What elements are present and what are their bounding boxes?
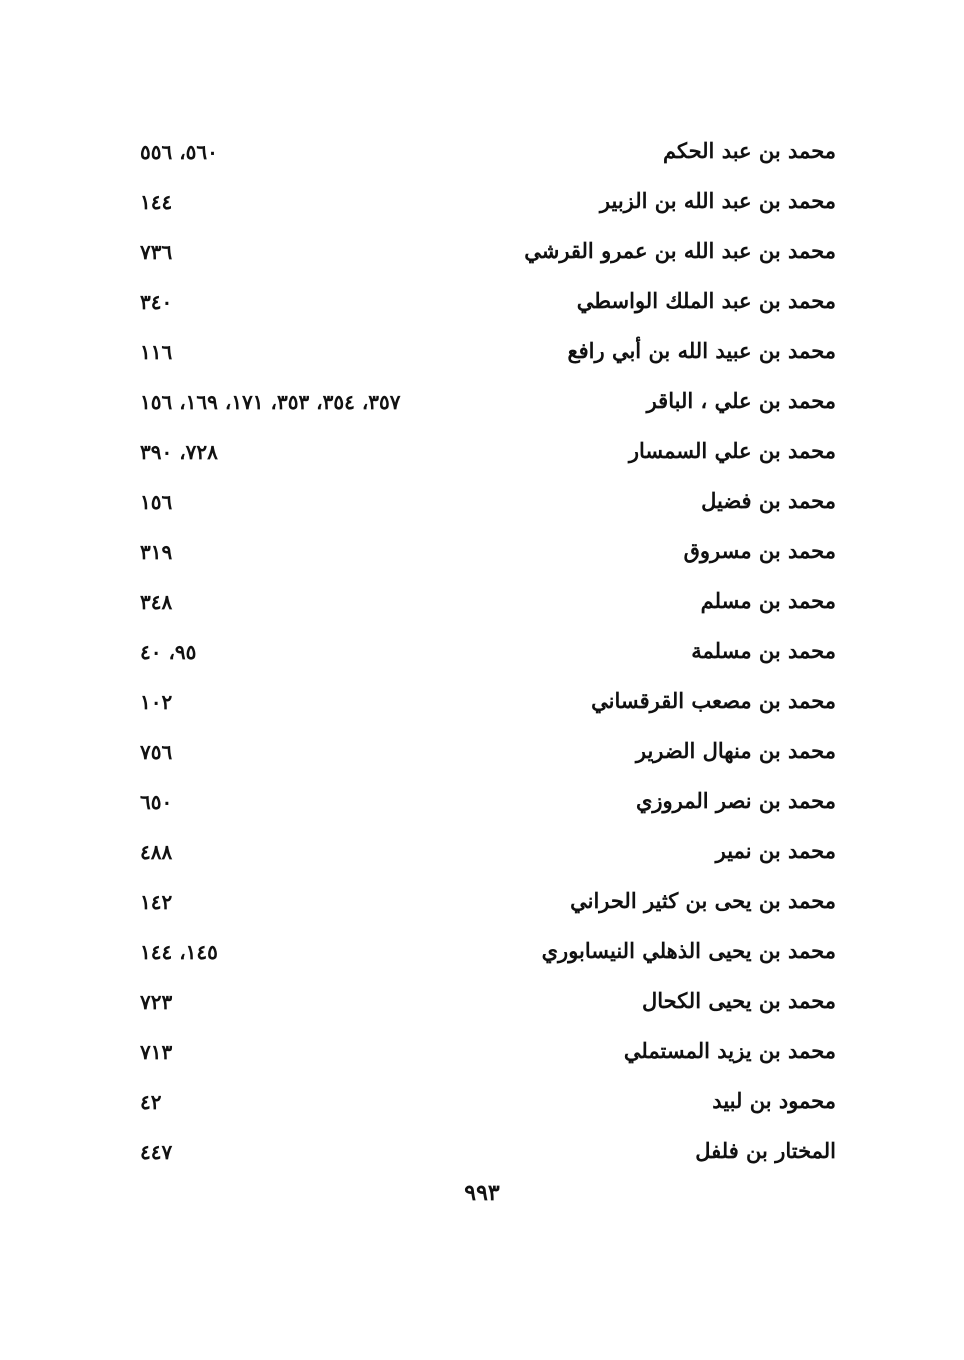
entry-name: محمد بن عبد الحكم xyxy=(663,138,836,163)
index-entry xyxy=(140,1080,836,1130)
index-entry xyxy=(140,1130,836,1180)
entry-page-refs: ٧١٣ xyxy=(140,1040,173,1064)
entry-page-refs: ٣٥٧، ٣٥٤، ٣٥٣، ١٧١، ١٦٩، ١٥٦ xyxy=(140,390,401,414)
entry-name: محمد بن فضيل xyxy=(701,488,836,513)
entry-page-refs: ٤٨٨ xyxy=(140,840,173,864)
index-entry xyxy=(140,930,836,980)
entry-name: محمد بن عبد الملك الواسطي xyxy=(576,288,836,313)
entry-name: محمد بن علي السمسار xyxy=(628,438,836,463)
entry-name: محمد بن مصعب القرقساني xyxy=(591,688,836,713)
index-entry xyxy=(140,380,836,430)
entry-page-refs: ٤٢ xyxy=(140,1090,162,1114)
entry-name: محمد بن مسلمة xyxy=(691,638,836,663)
entry-name: محمد بن يحى بن كثير الحراني xyxy=(570,888,836,913)
index-entry xyxy=(140,880,836,930)
index-entry xyxy=(140,730,836,780)
entry-name: محمد بن عبد الله بن عمرو القرشي xyxy=(524,238,836,263)
index-entry xyxy=(140,580,836,630)
index-entry xyxy=(140,280,836,330)
index-entry xyxy=(140,130,836,180)
index-entry xyxy=(140,480,836,530)
index-entry xyxy=(140,330,836,380)
entry-page-refs: ٣١٩ xyxy=(140,540,173,564)
entry-name: محمد بن منهال الضرير xyxy=(635,738,836,763)
entry-name: محمد بن عبيد الله بن أبي رافع xyxy=(567,338,836,363)
entry-page-refs: ٩٥، ٤٠ xyxy=(140,640,197,664)
entry-page-refs: ٦٥٠ xyxy=(140,790,173,814)
index-entry xyxy=(140,680,836,730)
entry-name: محمد بن علي ، الباقر xyxy=(646,388,836,413)
entry-page-refs: ١٤٢ xyxy=(140,890,173,914)
name-index-list xyxy=(140,130,836,1180)
entry-page-refs: ٣٤٨ xyxy=(140,590,173,614)
entry-name: محمد بن يحيى الذهلي النيسابوري xyxy=(541,938,836,963)
index-entry xyxy=(140,830,836,880)
entry-page-refs: ١٤٥، ١٤٤ xyxy=(140,940,218,964)
index-entry xyxy=(140,780,836,830)
entry-name: محمد بن عبد الله بن الزبير xyxy=(599,188,836,213)
entry-page-refs: ٧٥٦ xyxy=(140,740,173,764)
entry-page-refs: ١١٦ xyxy=(140,340,173,364)
index-entry xyxy=(140,1030,836,1080)
entry-page-refs: ١٤٤ xyxy=(140,190,173,214)
entry-page-refs: ٥٦٠، ٥٥٦ xyxy=(140,140,218,164)
entry-page-refs: ٣٤٠ xyxy=(140,290,173,314)
index-entry xyxy=(140,180,836,230)
entry-name: محمد بن مسلم xyxy=(700,588,836,613)
entry-page-refs: ٤٤٧ xyxy=(140,1140,173,1164)
entry-name: محمد بن يزيد المستملي xyxy=(623,1038,836,1063)
entry-page-refs: ١٥٦ xyxy=(140,490,173,514)
entry-name: محمد بن يحيى الكحال xyxy=(641,988,836,1013)
entry-name: محمد بن مسروق xyxy=(683,538,836,563)
entry-page-refs: ٧٢٣ xyxy=(140,990,173,1014)
index-entry xyxy=(140,980,836,1030)
entry-name: محمود بن لبيد xyxy=(712,1088,836,1113)
page-number: ٩٩٣ xyxy=(464,1180,500,1206)
entry-name: المختار بن فلفل xyxy=(695,1138,836,1163)
entry-page-refs: ٧٢٨، ٣٩٠ xyxy=(140,440,218,464)
entry-name: محمد بن نمير xyxy=(715,838,836,863)
index-entry xyxy=(140,430,836,480)
index-entry xyxy=(140,630,836,680)
entry-name: محمد بن نصر المروزي xyxy=(635,788,836,813)
index-entry xyxy=(140,230,836,280)
index-entry xyxy=(140,530,836,580)
entry-page-refs: ٧٣٦ xyxy=(140,240,173,264)
entry-page-refs: ١٠٢ xyxy=(140,690,173,714)
